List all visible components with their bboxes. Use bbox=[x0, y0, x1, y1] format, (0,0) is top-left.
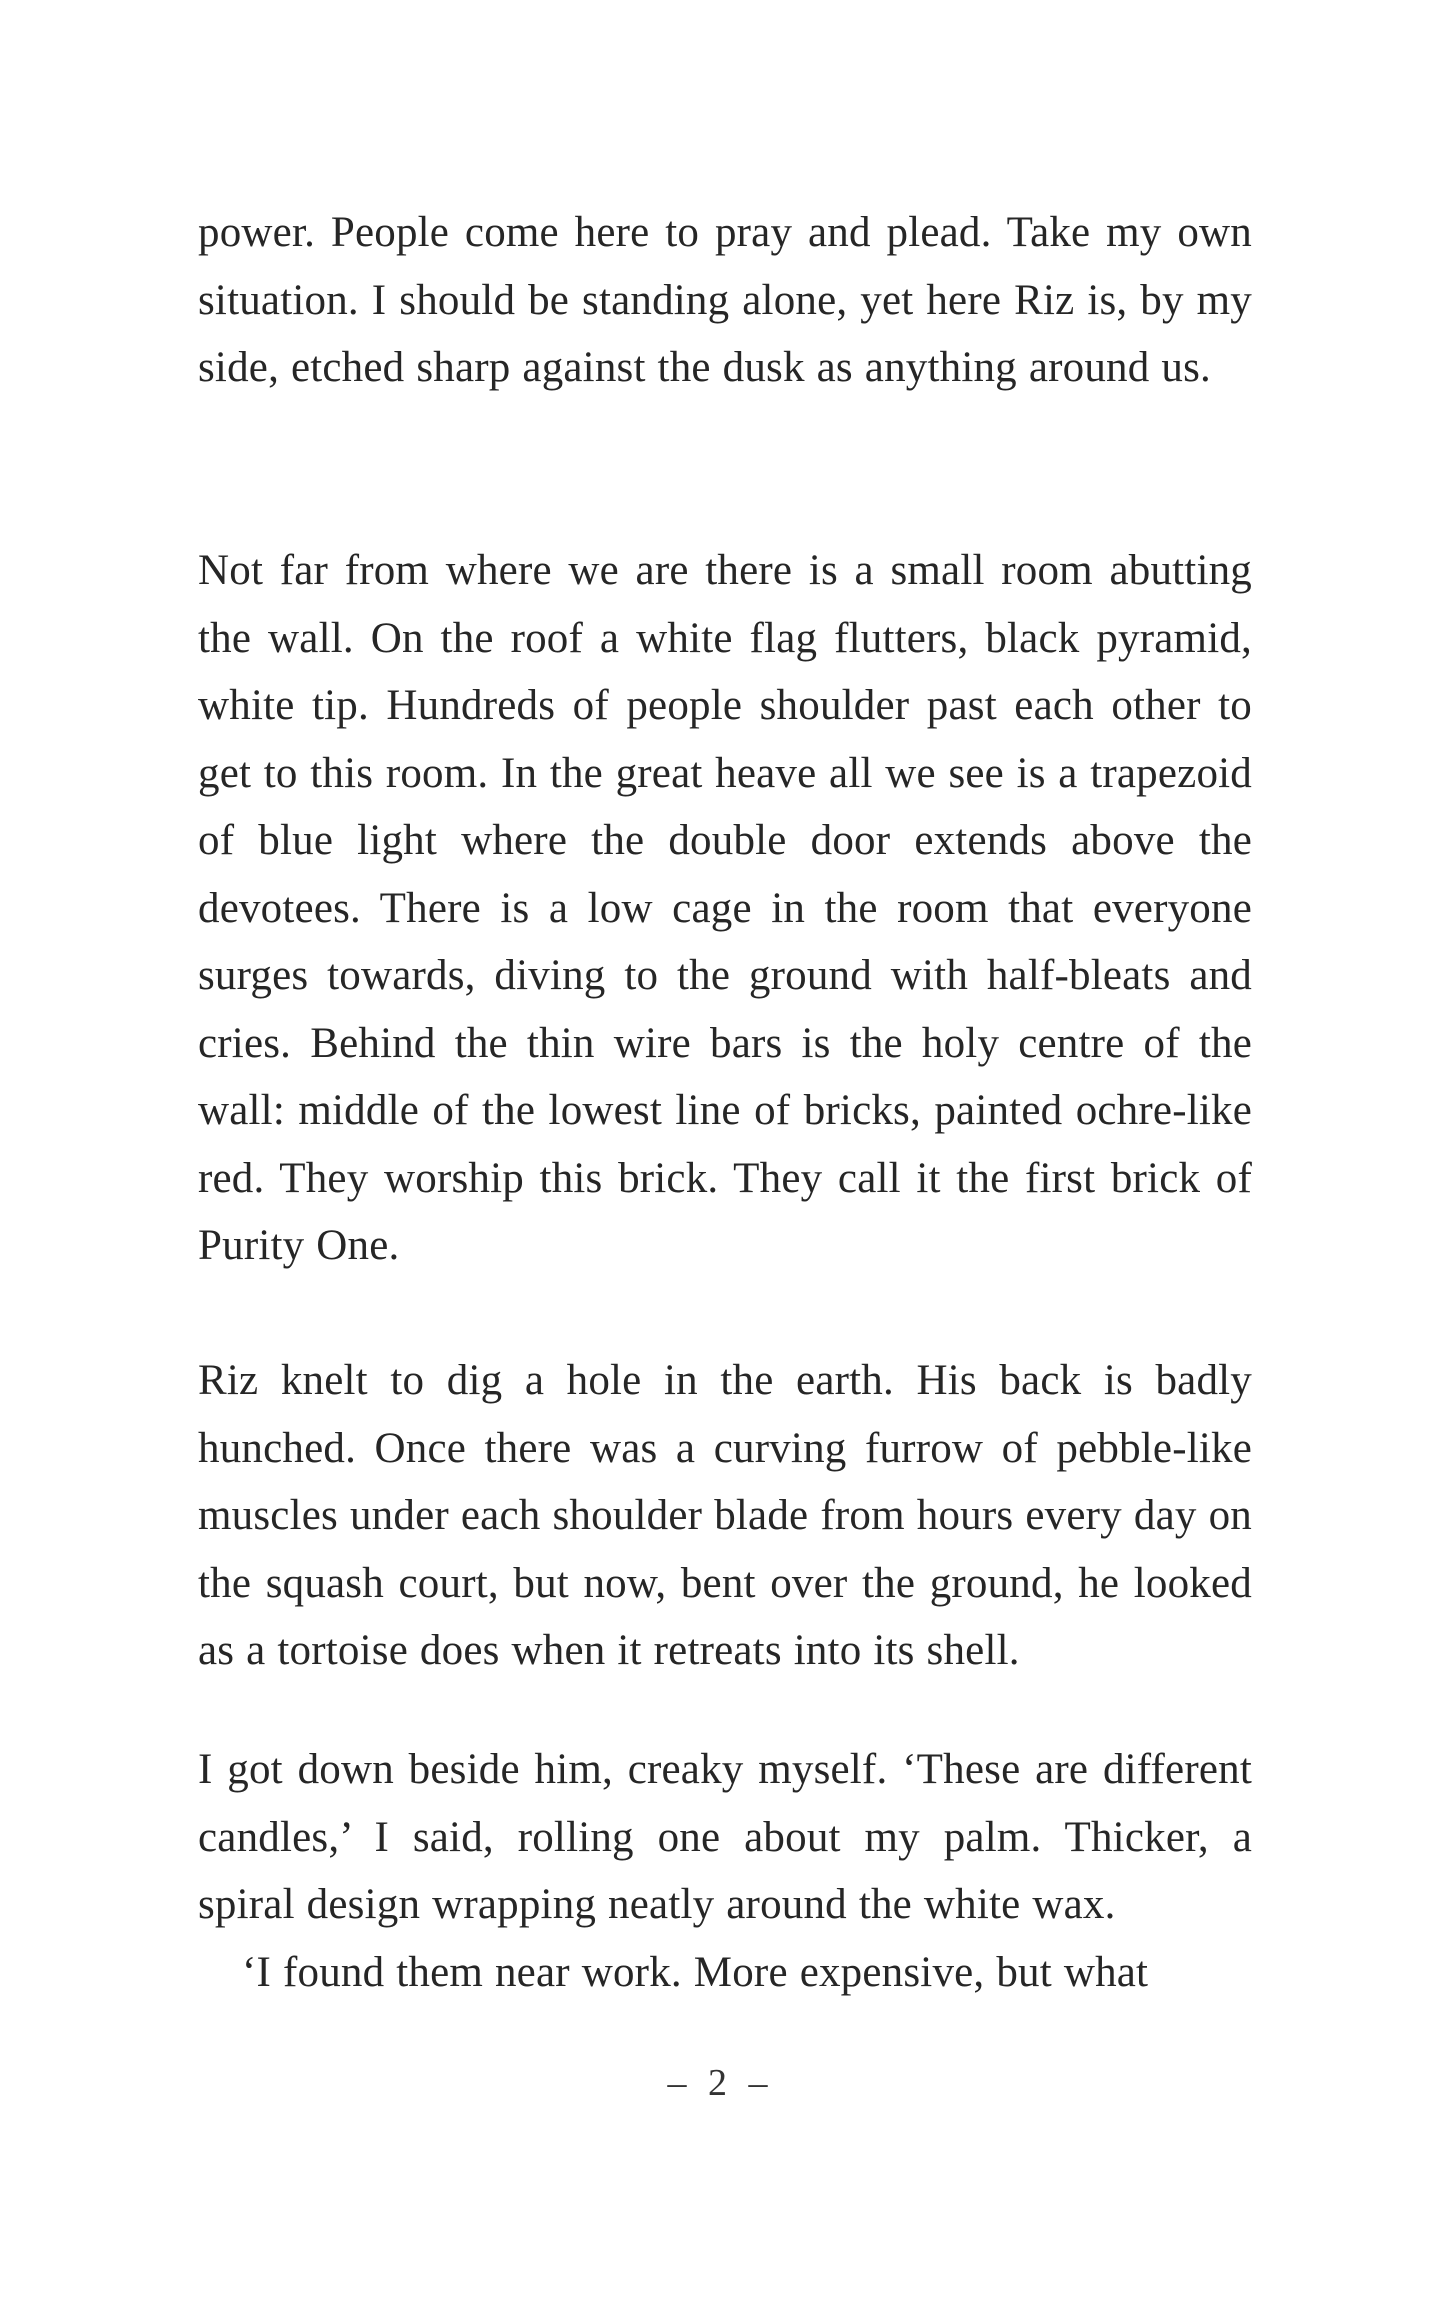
paragraph-1: power. People come here to pray and plead. Take my own situation. I should be standing alone, yet here Riz is, by my side, etched sharp against the dusk as anything around us. bbox=[198, 209, 1252, 391]
page-number: – 2 – bbox=[667, 2062, 774, 2104]
paragraph-3: Riz knelt to dig a hole in the earth. His back is badly hunched. Once there was a curving furrow of pebble-like muscles under each shoulder blade from hours every day on the squash court, but now, bent over the ground, he looked as a tortoise does when it retreats into its shell. bbox=[198, 1357, 1252, 1674]
paragraph-2: Not far from where we are there is a small room abutting the wall. On the roof a white flag flutters, black pyramid, white tip. Hundreds of people shoulder past each other to get to this room. In the great heave all we see is a trapezoid of blue light where the double door extends above the devotees. There is a low cage in the room that everyone surges towards, diving to the ground with half-bleats and cries. Behind the thin wire bars is the holy centre of the wall: middle of the lowest line of bricks, painted ochre-like red. They worship this brick. They call it the first brick of Purity One. bbox=[198, 547, 1252, 1269]
paragraph-4: I got down beside him, creaky myself. ‘These are different candles,’ I said, rolling one about my palm. Thicker, a spiral design wrapping neatly around the white wax. bbox=[198, 1746, 1252, 1928]
paragraph-5: ‘I found them near work. More expensive, but what bbox=[242, 1949, 1149, 1996]
